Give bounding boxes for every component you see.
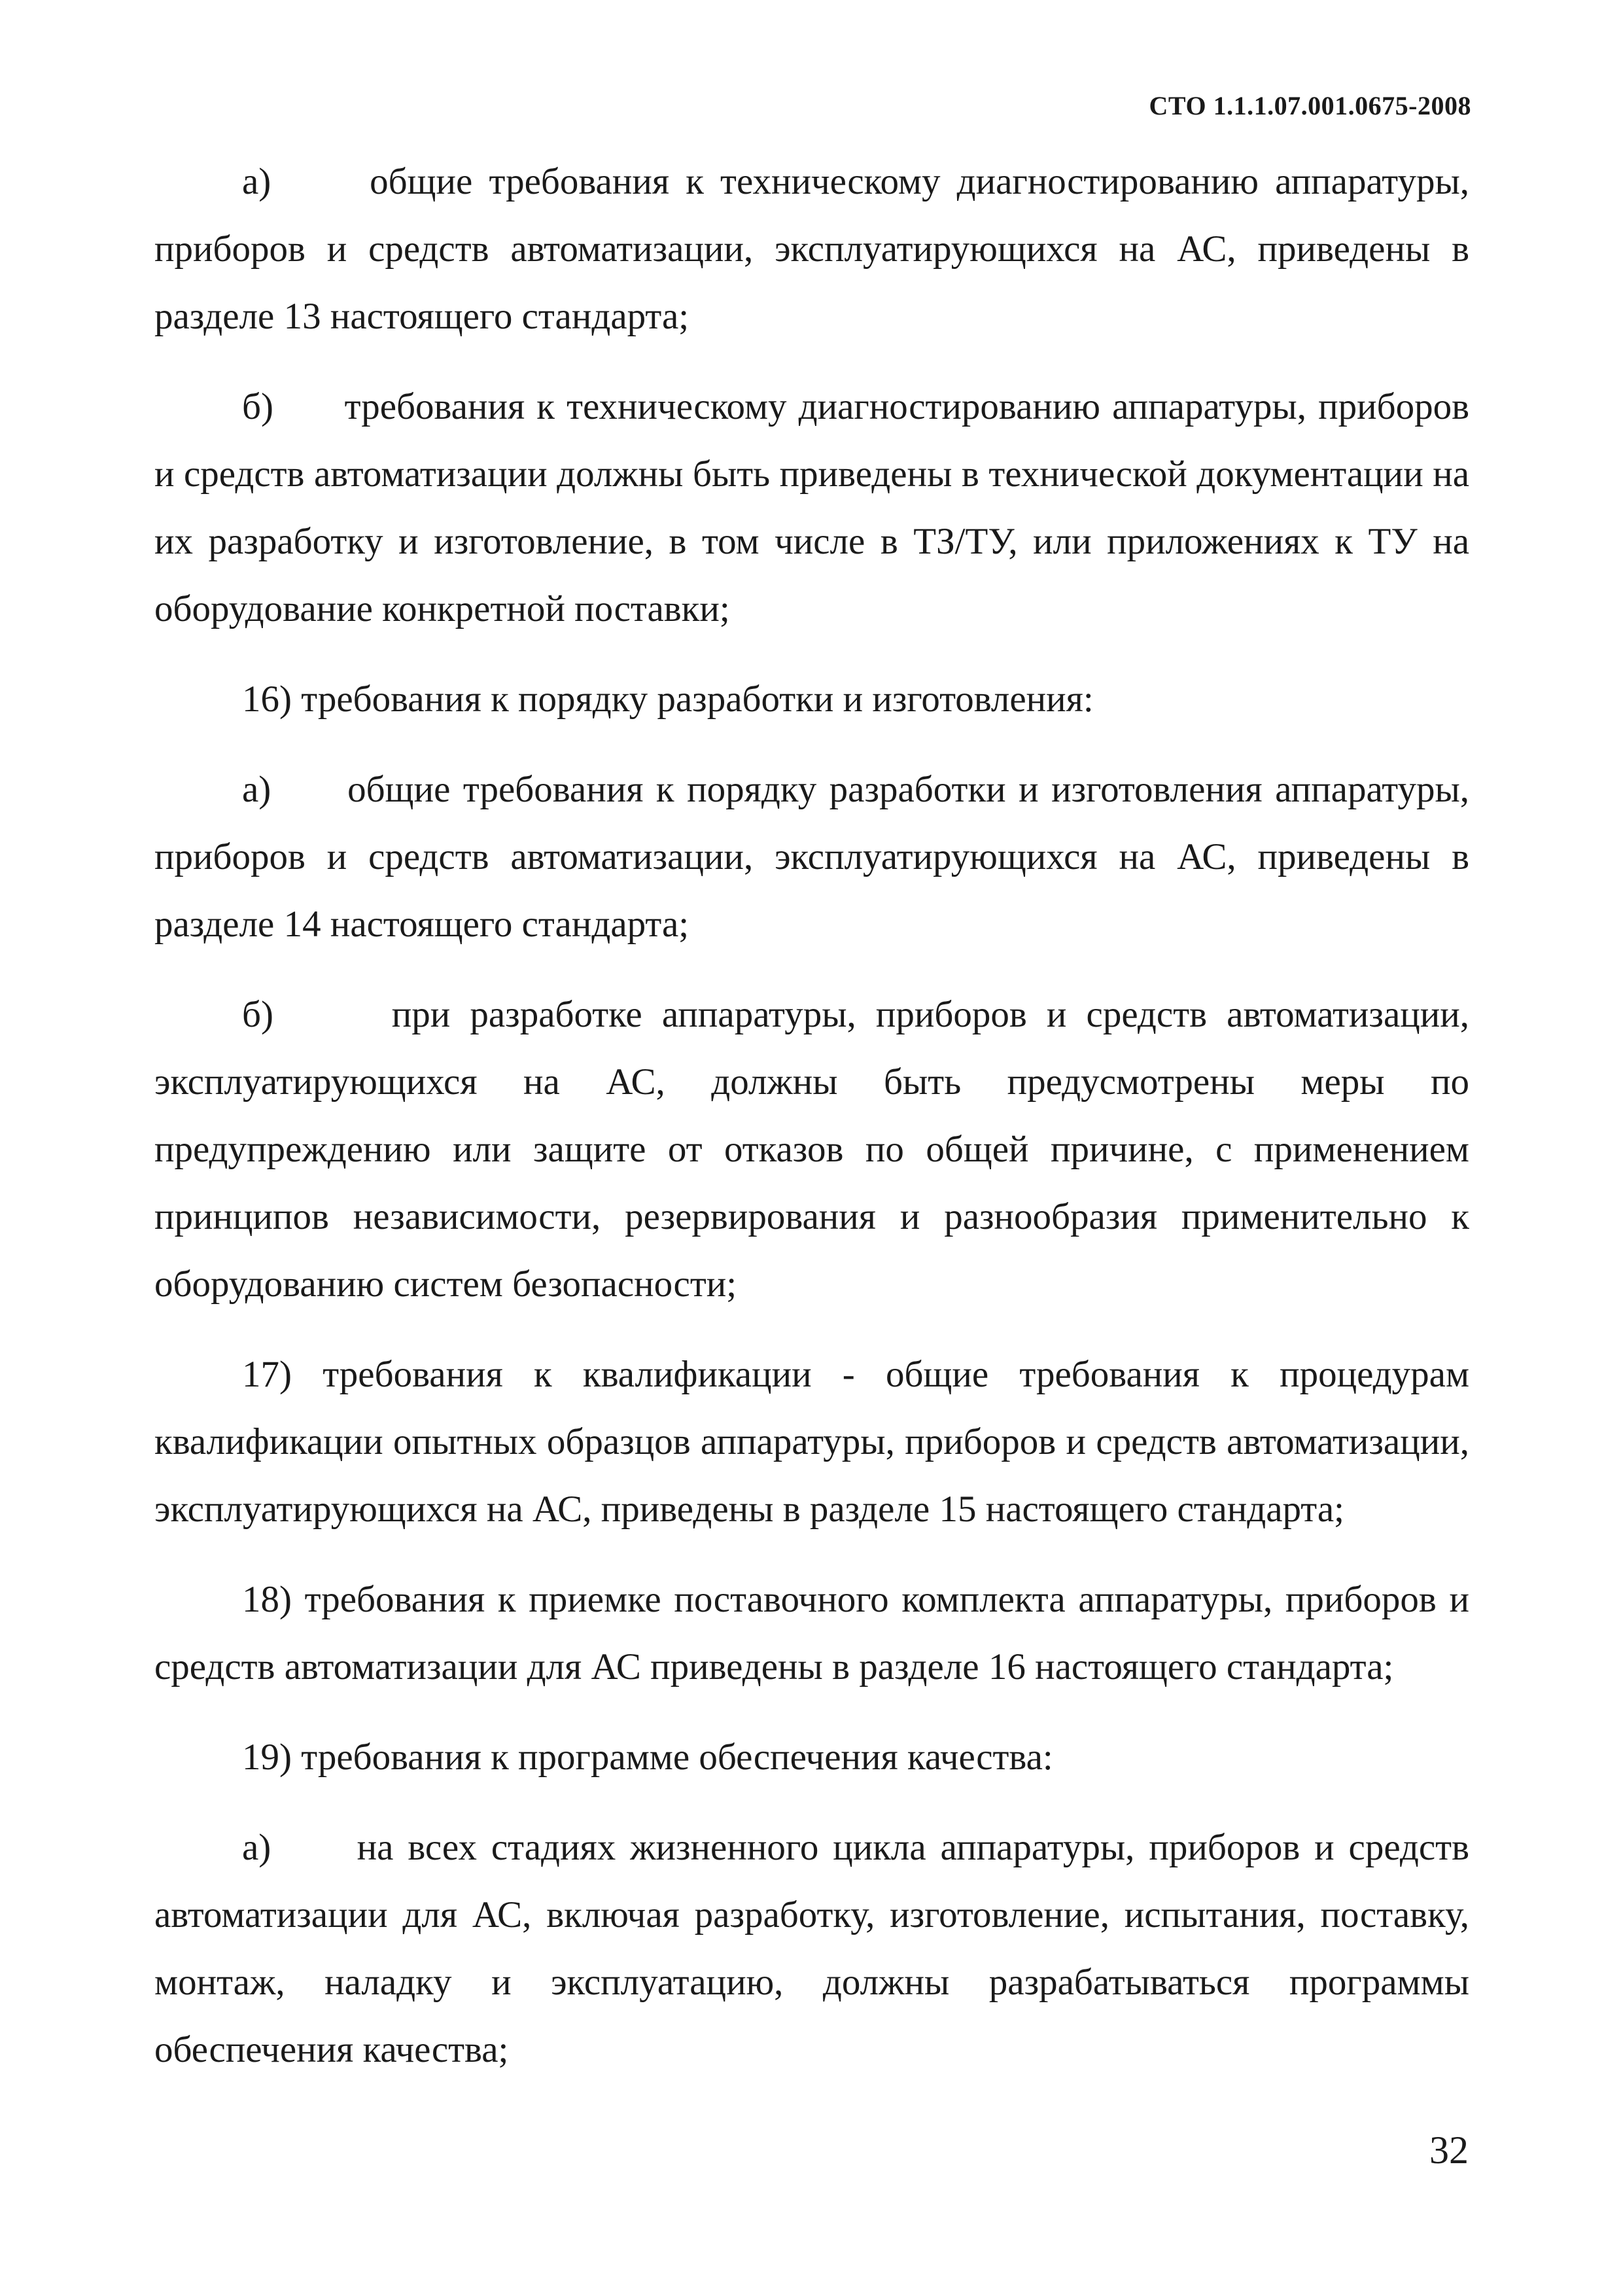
paragraph-marker: а): [242, 1827, 271, 1868]
paragraph-text: требования к техническому диагностированию аппаратуры, приборов и средств автоматизации должны быть приведены в технической документации на их разработку и изготовление, в том числе в ТЗ/ТУ, или приложениях к ТУ на оборудование конкретной поставки;: [154, 386, 1469, 629]
paragraph-text: при разработке аппаратуры, приборов и средств автоматизации, эксплуатирующихся на АС, должны быть предусмотрены меры по предупреждению или защите от отказов по общей причине, с применением принципов независимости, резервирования и разнообразия применительно к оборудованию систем безопасности;: [154, 994, 1470, 1305]
paragraph-text: на всех стадиях жизненного цикла аппаратуры, приборов и средств автоматизации для АС, включая разработку, изготовление, испытания, поставку, монтаж, наладку и эксплуатацию, должны разрабатываться программы обеспечения качества;: [154, 1827, 1469, 2070]
paragraph: [154, 981, 1469, 1318]
paragraph: [154, 148, 1469, 350]
paragraph-text: общие требования к порядку разработки и изготовления аппаратуры, приборов и средств автоматизации, эксплуатирующихся на АС, приведены в разделе 14 настоящего стандарта;: [154, 769, 1470, 945]
paragraph-marker: 18): [242, 1579, 292, 1620]
paragraph-marker: а): [242, 161, 271, 202]
paragraph-marker: 17): [242, 1354, 292, 1395]
paragraph-text: общие требования к техническому диагностированию аппаратуры, приборов и средств автоматизации, эксплуатирующихся на АС, приведены в разделе 13 настоящего стандарта;: [154, 161, 1469, 337]
paragraph-text: требования к приемке поставочного комплекта аппаратуры, приборов и средств автоматизации для АС приведены в разделе 16 настоящего стандарта;: [154, 1579, 1470, 1687]
paragraph-marker: 19): [242, 1737, 292, 1778]
paragraph: [154, 1566, 1469, 1701]
paragraph: [154, 373, 1469, 643]
paragraph: [154, 1723, 1469, 1791]
document-body: [154, 148, 1469, 2106]
paragraph: [154, 1341, 1469, 1543]
paragraph-marker: б): [242, 386, 273, 427]
paragraph-marker: б): [242, 994, 273, 1035]
paragraph-marker: 16): [242, 679, 292, 720]
paragraph-text: требования к квалификации - общие требования к процедурам квалификации опытных образцов аппаратуры, приборов и средств автоматизации, эксплуатирующихся на АС, приведены в разделе 15 настоящего стандарта;: [154, 1354, 1470, 1530]
paragraph: [154, 665, 1469, 733]
document-code: СТО 1.1.1.07.001.0675-2008: [1149, 91, 1471, 120]
paragraph: [154, 1814, 1469, 2083]
paragraph-text: требования к программе обеспечения качества:: [301, 1737, 1053, 1778]
paragraph-marker: а): [242, 769, 271, 810]
page-number: 32: [1429, 2128, 1469, 2172]
paragraph: [154, 756, 1469, 958]
paragraph-text: требования к порядку разработки и изготовления:: [301, 679, 1094, 720]
